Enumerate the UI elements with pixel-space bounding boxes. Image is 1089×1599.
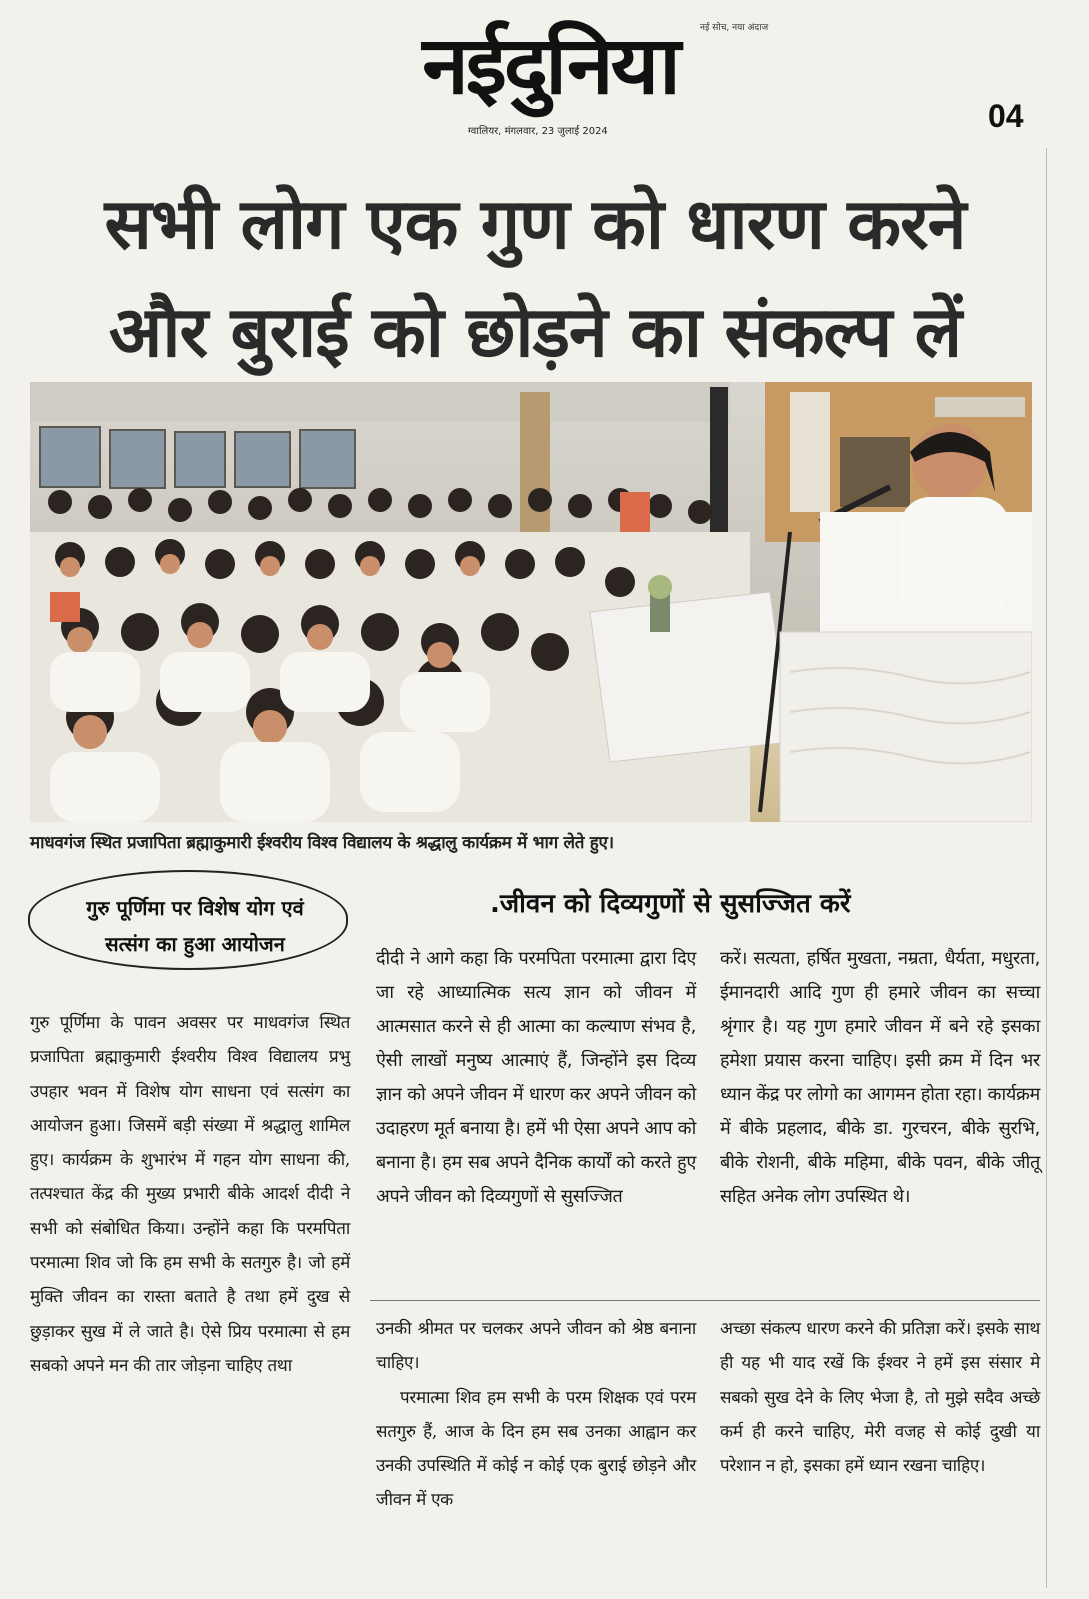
- box-heading-line-1: गुरु पूर्णिमा पर विशेष योग एवं: [86, 896, 304, 920]
- section-divider: [370, 1300, 1040, 1301]
- news-photo: [30, 382, 1032, 822]
- story-column-3-bottom: अच्छा संकल्प धारण करने की प्रतिज्ञा करें। इसके साथ ही यह भी याद रखें कि ईश्वर ने हमें इस संसार मे सबको सुख देने के लिए भेजा है, तो मुझे सदैव अच्छे कर्म ही करने चाहिए, मेरी वजह से कोई दुखी या परेशान न हो, इसका हमें ध्यान रखना चाहिए।: [720, 1319, 1040, 1477]
- story-paragraph: उनकी श्रीमत पर चलकर अपने जीवन को श्रेष्ठ बनाना चाहिए।: [376, 1319, 696, 1374]
- headline: [40, 170, 1030, 386]
- page-number: 04: [988, 98, 1024, 134]
- story-paragraph: [376, 1381, 696, 1518]
- story-column-1: गुरु पूर्णिमा के पावन अवसर पर माधवगंज स्थित प्रजापिता ब्रह्माकुमारी ईश्वरीय विश्व विद्यालय प्रभु उपहार भवन में विशेष योग साधना एवं सत्संग का आयोजन हुआ। जिसमें बड़ी संख्या में श्रद्धालु शामिल हुए। कार्यक्रम के शुभारंभ में गहन योग साधना की, तत्पश्चात केंद्र की मुख्य प्रभारी बीके आदर्श दीदी ने सभी को संबोधित किया। उन्होंने कहा कि परमपिता परमात्मा शिव जो कि हम सभी के सतगुरु है। जो हमें मुक्ति जीवन का रास्ता बताते है तथा हमें दुख से छुड़ाकर सुख में ले जाते है। ऐसे प्रिय परमात्मा से हम सबको अपने मन की तार जोड़ना चाहिए तथा: [30, 1013, 350, 1376]
- story-column-3-top: करें। सत्यता, हर्षित मुखता, नम्रता, धैर्यता, मधुरता, ईमानदारी आदि गुण ही हमारे जीवन का सच्चा श्रृंगार है। यह गुण हमारे जीवन में बने रहे इसका हमेशा प्रयास करना चाहिए। इसी क्रम में दिन भर ध्यान केंद्र पर लोगो का आगमन होता रहा। कार्यक्रम में बीके प्रहलाद, बीके डा. गुरचरन, बीके सुरभि, बीके रोशनी, बीके महिमा, बीके पवन, बीके जीतू सहित अनेक लोग उपस्थित थे।: [720, 948, 1040, 1207]
- headline-line-2: और बुराई को छोड़ने का संकल्प लें: [108, 291, 962, 373]
- box-heading-line-2: सत्संग का हुआ आयोजन: [105, 932, 285, 956]
- story-paragraph-text: परमात्मा शिव हम सभी के परम शिक्षक एवं परम सतगुरु हैं, आज के दिन हम सब उनका आह्वान कर उनकी उपस्थिति में कोई न कोई एक बुराई छोड़ने और जीवन में एक: [376, 1387, 696, 1511]
- photo-caption: माधवगंज स्थित प्रजापिता ब्रह्माकुमारी ईश्वरीय विश्व विद्यालय के श्रद्धालु कार्यक्रम में भाग लेते हुए।: [30, 833, 614, 853]
- logo-tagline: नई सोच, नया अंदाज: [700, 23, 769, 33]
- newspaper-logo: नईदुनिया: [422, 19, 678, 112]
- story-column-2-bottom: [376, 1312, 696, 1518]
- headline-line-1: सभी लोग एक गुण को धारण करने: [104, 183, 966, 265]
- dateline: ग्वालियर, मंगलवार, 23 जुलाई 2024: [468, 126, 608, 137]
- story-column-2-top: दीदी ने आगे कहा कि परमपिता परमात्मा द्वारा दिए जा रहे आध्यात्मिक सत्य ज्ञान को जीवन में आत्मसात करने से ही आत्मा का कल्याण संभव है, ऐसी लाखों मनुष्य आत्माएं हैं, जिन्होंने इस दिव्य ज्ञान को अपने जीवन में धारण कर अपने जीवन को उदाहरण मूर्त बनाया है। हमें भी ऐसा अपने आप को बनाना है। हम सब अपने दैनिक कार्यों को करते हुए अपने जीवन को दिव्यगुणों से सुसज्जित: [376, 948, 696, 1207]
- audience-speaker-illustration: [30, 382, 1032, 822]
- column-rule: [1046, 148, 1047, 1588]
- box-heading: [55, 890, 335, 962]
- masthead: [0, 0, 1089, 150]
- sub-heading: .जीवन को दिव्यगुणों से सुसज्जित करें: [490, 889, 851, 919]
